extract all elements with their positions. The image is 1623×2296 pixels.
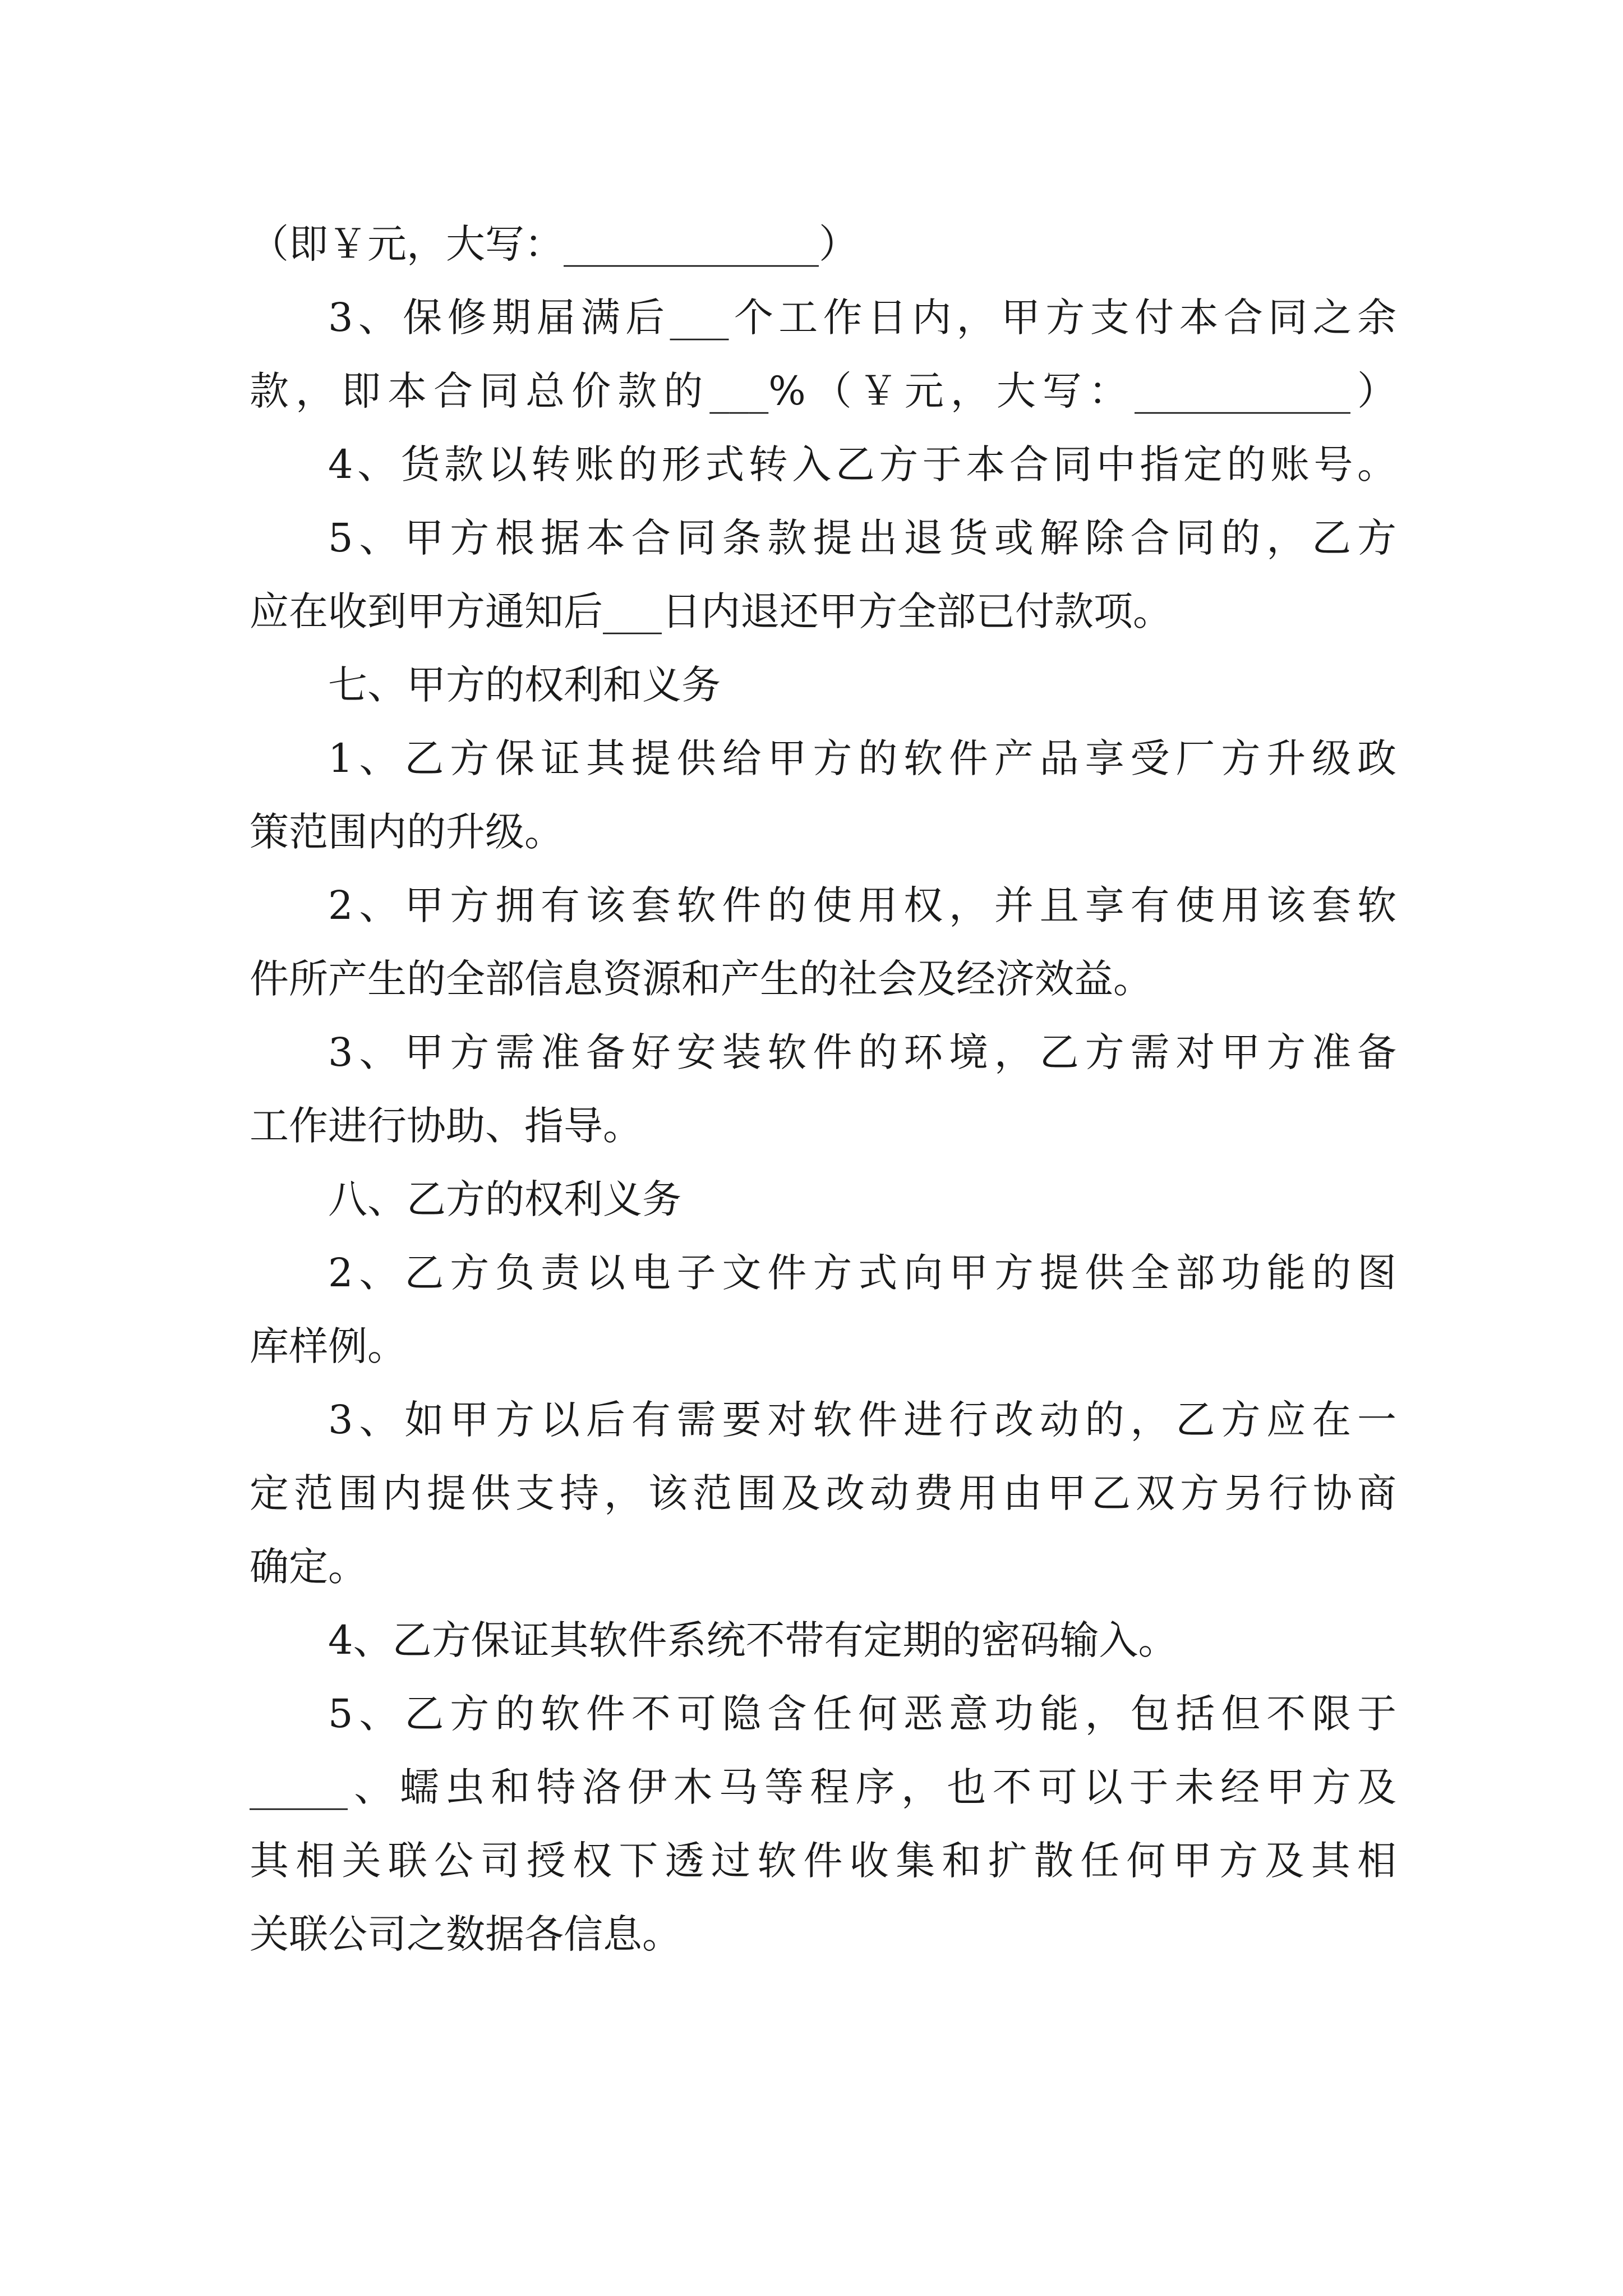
paragraph-line: 确定。 [250, 1544, 367, 1590]
paragraph-line: 4、乙方保证其软件系统不带有定期的密码输入。 [328, 1617, 1178, 1663]
paragraph-line: （即￥元，大写：_____________） [250, 221, 858, 267]
paragraph-line: _____、蠕虫和特洛伊木马等程序，也不可以于未经甲方及 [250, 1764, 1396, 1810]
paragraph-line: 件所产生的全部信息资源和产生的社会及经济效益。 [250, 956, 1152, 1002]
paragraph-line: 工作进行协助、指导。 [250, 1103, 642, 1149]
paragraph-line: 5、乙方的软件不可隐含任何恶意功能，包括但不限于 [328, 1691, 1396, 1737]
document-page [250, 208, 1396, 1971]
paragraph-line: 2、甲方拥有该套软件的使用权，并且享有使用该套软 [328, 882, 1396, 928]
paragraph-line: 3、甲方需准备好安装软件的环境，乙方需对甲方准备 [328, 1029, 1396, 1075]
paragraph-line: 款，即本合同总价款的___%（￥元，大写：___________） [250, 368, 1396, 414]
paragraph-line: 3、如甲方以后有需要对软件进行改动的，乙方应在一 [328, 1397, 1396, 1443]
section-heading: 七、甲方的权利和义务 [328, 662, 721, 708]
paragraph-line: 3、保修期届满后___个工作日内，甲方支付本合同之余 [328, 295, 1396, 341]
paragraph-line: 5、甲方根据本合同条款提出退货或解除合同的，乙方 [328, 515, 1396, 561]
paragraph-line: 2、乙方负责以电子文件方式向甲方提供全部功能的图 [328, 1250, 1396, 1296]
paragraph-line: 关联公司之数据各信息。 [250, 1911, 681, 1957]
paragraph-line: 其相关联公司授权下透过软件收集和扩散任何甲方及其相 [250, 1838, 1396, 1884]
paragraph-line: 定范围内提供支持，该范围及改动费用由甲乙双方另行协商 [250, 1470, 1396, 1516]
paragraph-line: 库样例。 [250, 1323, 407, 1369]
paragraph-line: 策范围内的升级。 [250, 809, 564, 855]
paragraph-line: 4、货款以转账的形式转入乙方于本合同中指定的账号。 [328, 441, 1396, 487]
paragraph-line: 1、乙方保证其提供给甲方的软件产品享受厂方升级政 [328, 735, 1396, 781]
section-heading: 八、乙方的权利义务 [328, 1176, 681, 1222]
paragraph-line: 应在收到甲方通知后___日内退还甲方全部已付款项。 [250, 588, 1172, 634]
